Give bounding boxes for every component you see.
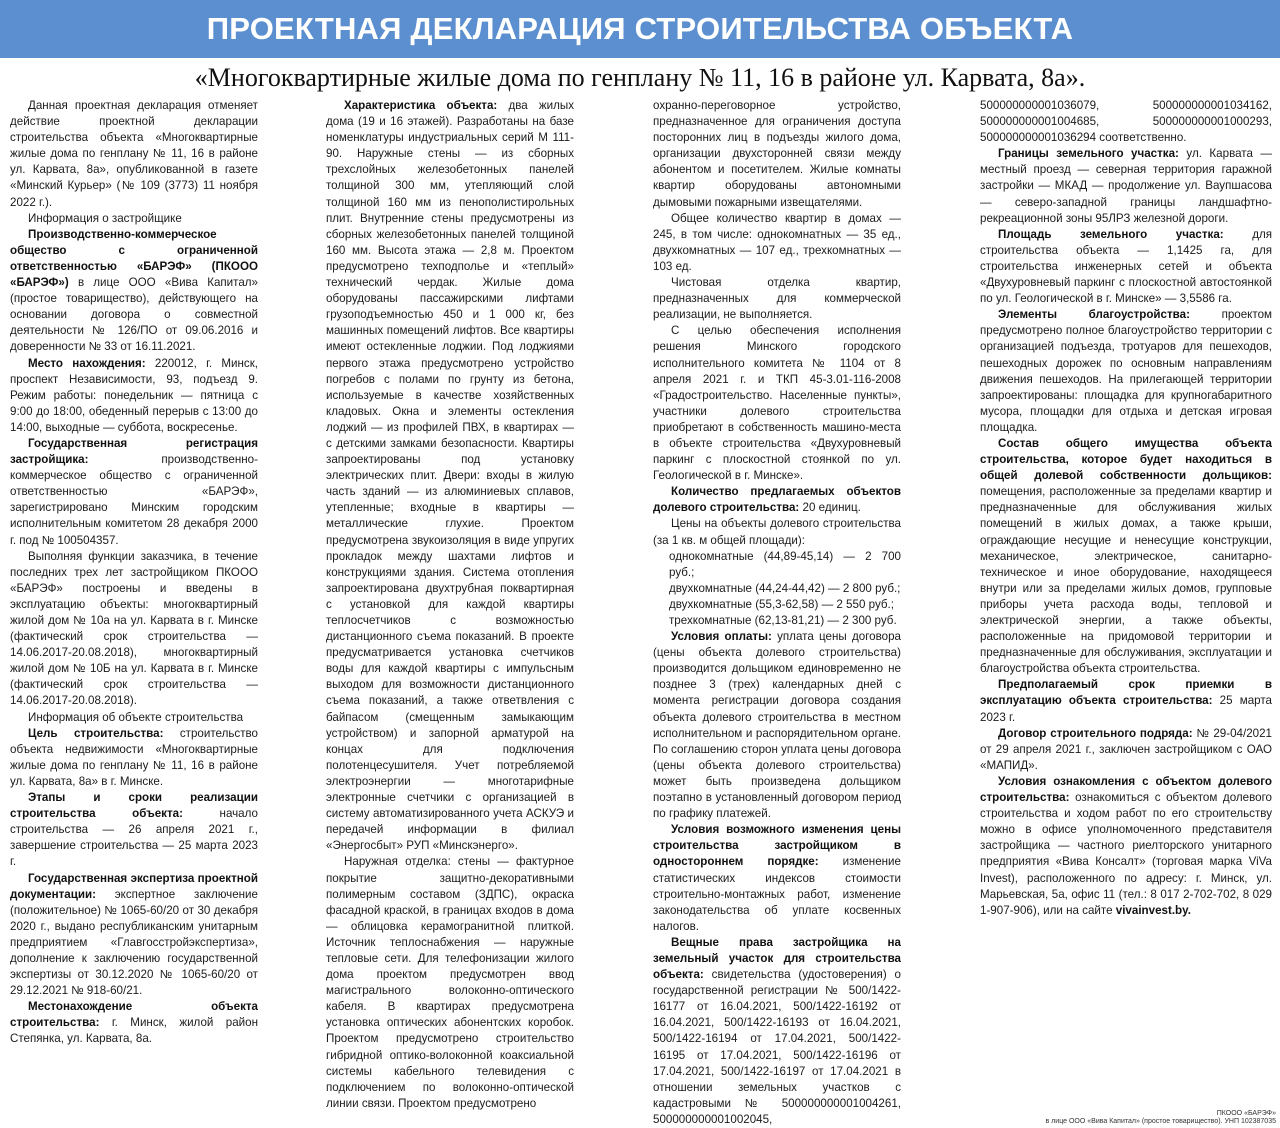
paragraph: Государственная регистрация застройщика: производственно-коммерческое общество с ограниченной ответственностью «БАРЭФ», зарегистрировано Минским городским исполнительным комитетом 28 декабря 2000 г. под № 100504357.: [10, 436, 258, 547]
paragraph: Выполняя функции заказчика, в течение последних трех лет застройщиком ПКООО «БАРЭФ» построены и введены в эксплуатацию объекты: многоквартирный жилой дом № 10а на ул. Карвата в г. Минске (фактический срок строительства — 14.06.2017-20.08.2018), многоквартирный жилой дом № 10Б на ул. Карвата в г. Минске (фактический срок строительства — 14.06.2017-20.08.2018).: [10, 549, 258, 708]
paragraph: Вещные права застройщика на земельный участок для строительства объекта: свидетельства (удостоверения) о государственной регистрации № 500/1422-16177 от 16.04.2021, 500/1422-16192 от 16.04.2021, 500/1422-16193 от 16.04.2021, 500/1422-16194 от 17.04.2021, 500/1422-16195 от 17.04.2021, 500/1422-16196 от 17.04.2021, 500/1422-16197 от 17.04.2021 в отношении земельных участков с кадастровыми № 500000000001004261, 500000000001002045,: [653, 935, 901, 1126]
website-link[interactable]: vivainvest.by.: [1115, 903, 1191, 917]
paragraph: Элементы благоустройства: проектом предусмотрено полное благоустройство территории с организацией подъезда, тротуаров для пешеходов, пешеходных дорожек по основным направлениям движения пешеходов. На прилегающей территории запроектированы: площадка для крупногабаритного мусора, площадки для отдыха и детская игровая площадка.: [980, 308, 1272, 434]
paragraph: Чистовая отделка квартир, предназначенных для коммерческой реализации, не выполняется.: [653, 276, 901, 322]
paragraph: Границы земельного участка: ул. Карвата — местный проезд — северная территория гаражной застройки — МКАД — продолжение ул. Ваупшасова — северо-западной границы ландшафтно-рекреационной зоны 95ЛРЗ железной дороги.: [980, 147, 1272, 225]
column-2: [326, 98, 574, 1110]
footer-line: в лице ООО «Вива Капитал» (простое товарищество). УНП 102387035: [1045, 1118, 1276, 1125]
section-heading: Информация об объекте строительства: [28, 710, 244, 724]
paragraph: Место нахождения: 220012, г. Минск, проспект Независимости, 93, подъезд 9. Режим работы: понедельник — пятница с 9:00 до 18:00, обеденный перерыв с 13:00 до 14:00, выходные — суббота, воскресенье.: [10, 356, 258, 434]
paragraph: Договор строительного подряда: № 29-04/2021 от 29 апреля 2021 г., заключен застройщиком с ОАО «МАПИД».: [980, 726, 1272, 772]
price-line: однокомнатные (44,89-45,14) — 2 700 руб.;: [669, 549, 901, 579]
price-line: двухкомнатные (55,3-62,58) — 2 550 руб.;: [669, 597, 894, 611]
column-4: [980, 98, 1272, 1036]
paragraph: Условия оплаты: уплата цены договора (цены объекта долевого строительства) производится дольщиком единовременно не позднее 3 (трех) календарных дней с момента регистрации договора создания объекта долевого строительства в местном исполнительном и распорядительном органе. По соглашению сторон уплата цены договора (цены объекта долевого строительства) может быть произведена дольщиком поэтапно в установленный договором период по графику платежей.: [653, 630, 901, 821]
paragraph: Характеристика объекта: два жилых дома (19 и 16 этажей). Разработаны на базе номенклатуры индустриальных серий М 111-90. Наружные стены — из сборных трехслойных железобетонных панелей толщиной 300 мм, утепляющий слой толщиной 160 мм из пенополистирольных плит. Внутренние стены предусмотрены из сборных железобетонных панелей толщиной 160 мм. Высота этажа — 2,8 м. Проектом предусмотрено техподполье и «теплый» технический чердак. Жилые дома оборудованы пассажирскими лифтами грузоподъемностью 450 и 1 000 кг, без машинных помещений лифтов. Все квартиры имеют остекленные лоджии. Под лоджиями первого этажа предусмотрено устройство погребов с полами по грунту из бетона, используемые в качестве хозяйственных кладовых. Окна и элементы остекления лоджий — из профилей ПВХ, в квартирах — с детскими замками безопасности. Квартиры запроектированы под установку электрических плит. Двери: входы в жилую часть зданий — из алюминиевых сплавов, утепленные; входные в квартиры — металлические глухие. Проектом предусмотрена звукоизоляция в виде упругих прокладок между шахтами лифтов и конструкциями здания. Система отопления запроектирована двухтрубная поквартирная с установкой для каждой квартиры теплосчетчиков с возможностью дистанционного съема показаний. В проекте предусматривается установка счетчиков воды для каждой квартиры с импульсным выходом для возможности дистанционного съема показаний, а также ответвления с байпасом (смещенным замыкающим устройством) и запорной арматурой на концах для подключения полотенцесушителя. Учет потребляемой электроэнергии — многотарифные электронные счетчики с организацией в систему автоматизированного учета АСКУЭ и передачей информации в филиал «Энергосбыт» РУП «Минскэнерго».: [326, 99, 574, 853]
column-3: [653, 98, 901, 1126]
paragraph: Местонахождение объекта строительства: г. Минск, жилой район Степянка, ул. Карвата, 8а.: [10, 1000, 258, 1046]
price-line: трехкомнатные (62,13-81,21) — 2 300 руб.: [669, 614, 897, 627]
paragraph: Цель строительства: строительство объекта недвижимости «Многоквартирные жилые дома по генплану № 11, 16 в районе ул. Карвата, 8а» в г. Минске.: [10, 726, 258, 788]
paragraph: Условия возможного изменения цены строительства застройщиком в одностороннем порядке: изменение статистических индексов стоимости строительно-монтажных работ, изменение законодательства об уплате косвенных налогов.: [653, 823, 901, 933]
paragraph: Производственно-коммерческое общество с ограниченной ответственностью «БАРЭФ» (ПКООО «БАРЭФ») в лице ООО «Вива Капитал» (простое товарищество), действующего на основании договора о совместной деятельности № 126/ПО от 09.06.2016 и доверенности № 33 от 16.11.2021.: [10, 227, 258, 354]
page-title: ПРОЕКТНАЯ ДЕКЛАРАЦИЯ СТРОИТЕЛЬСТВА ОБЪЕКТА: [206, 11, 1074, 46]
paragraph: Площадь земельного участка: для строительства объекта — 1,1425 га, для строительства инженерных сетей и объекта «Двухуровневый паркинг с плоскостной автостоянкой по ул. Геологической в г. Минске» — 3,5586 га.: [980, 227, 1272, 306]
paragraph: Состав общего имущества объекта строительства, которое будет находиться в общей долевой собственности дольщиков: помещения, расположенные за пределами квартир и предназначенные для обслуживания жилых помещений в жилых домах, а также крыши, ограждающие несущие и ненесущие конструкции, механическое, электрическое, санитарно-техническое и иное оборудование, находящееся внутри или за пределами жилых домов, групповые приборы учета расхода воды, тепловой и электрической энергии, а также объекты, расположенные на придомовой территории и предназначенные для обслуживания, эксплуатации и благоустройства объекта строительства.: [980, 436, 1272, 676]
column-1: [10, 98, 258, 1046]
paragraph: Общее количество квартир в домах — 245, в том числе: однокомнатных — 35 ед., двухкомнатных — 107 ед., трехкомнатных — 103 ед.: [653, 211, 901, 273]
paragraph: Цены на объекты долевого строительства (за 1 кв. м общей площади):: [653, 517, 901, 547]
publisher-footer: [976, 1110, 1276, 1126]
paragraph: Наружная отделка: стены — фактурное покрытие защитно-декоративными полимерным составом (ЗДПС), окраска фасадной краской, в границах входов в дома — облицовка керамогранитной плиткой. Источник теплоснабжения — наружные тепловые сети. Для телефонизации жилого дома проектом предусмотрен ввод магистрального волоконно-оптического кабеля. В квартирах предусмотрена установка оптических абонентских коробок. Проектом предусмотрено строительство гибридной оптико-волоконной коаксиальной системы кабельного телевидения с подключением по волоконно-оптической линии связи. Проектом предусмотрено: [326, 855, 574, 1110]
paragraph: Государственная экспертиза проектной документации: экспертное заключение (положительное) № 1065-60/20 от 30 декабря 2020 г., выдано республиканским унитарным предприятием «Главгосстройэкспертиза», дополнение к заключению государственной экспертизы от 30.12.2020 № 1065-60/20 от 29.12.2021 № 918-60/21.: [10, 871, 258, 998]
section-heading: Информация о застройщике: [28, 211, 182, 225]
subtitle-text: «Многоквартирные жилые дома по генплану № 11, 16 в районе ул. Карвата, 8а».: [194, 63, 1086, 92]
paragraph: Этапы и сроки реализации строительства объекта: начало строительства — 26 апреля 2021 г., завершение строительства — 25 марта 2023 г.: [10, 791, 258, 869]
object-subtitle: [0, 58, 1280, 98]
paragraph: Условия ознакомления с объектом долевого строительства: ознакомиться с объектом долевого строительства и ходом работ по его строительству можно в офисе уполномоченного представителя застройщика — частного риелторского унитарного предприятия «Вива Консалт» (торговая марка ViVa Invest), расположенного по адресу: г. Минск, ул. Марьевская, 5а, офис 11 (тел.: 8 017 2-702-702, 8 029 1-907-906), или на сайте vivainvest.by.: [980, 774, 1272, 917]
footer-line: ПКООО «БАРЭФ»: [1216, 1110, 1276, 1117]
paragraph: Количество предлагаемых объектов долевого строительства: 20 единиц.: [653, 485, 901, 515]
paragraph: охранно-переговорное устройство, предназначенное для ограничения доступа посторонних лиц в подъезды жилого дома, организации двухсторонней связи между абонентом и посетителем. Жилые комнаты квартир оборудованы автономными дымовыми пожарными извещателями.: [653, 99, 901, 209]
price-line: двухкомнатные (44,24-44,42) — 2 800 руб.;: [669, 581, 901, 595]
paragraph: С целью обеспечения исполнения решения Минского городского исполнительного комитета № 1104 от 8 апреля 2021 г. и ТКП 45-3.01-116-2008 «Градостроительство. Населенные пункты», участники долевого строительства приобретают в собственность машино-места в объекте строительства «Двухуровневый паркинг с плоскостной стоянкой по ул. Геологической в г. Минске».: [653, 324, 901, 483]
paragraph: 500000000001036079, 500000000001034162, 500000000001004685, 500000000001000293, 500000000001036294 соответственно.: [980, 99, 1272, 145]
page-title-banner: [0, 0, 1280, 58]
paragraph: Предполагаемый срок приемки в эксплуатацию объекта строительства: 25 марта 2023 г.: [980, 678, 1272, 724]
paragraph: Данная проектная декларация отменяет действие проектной декларации строительства объекта «Многоквартирные жилые дома по генплану № 11, 16 в районе ул. Карвата, 8а», опубликованной в газете «Минский Курьер» (№ 109 (3773) 11 ноября 2022 г.).: [10, 99, 258, 209]
